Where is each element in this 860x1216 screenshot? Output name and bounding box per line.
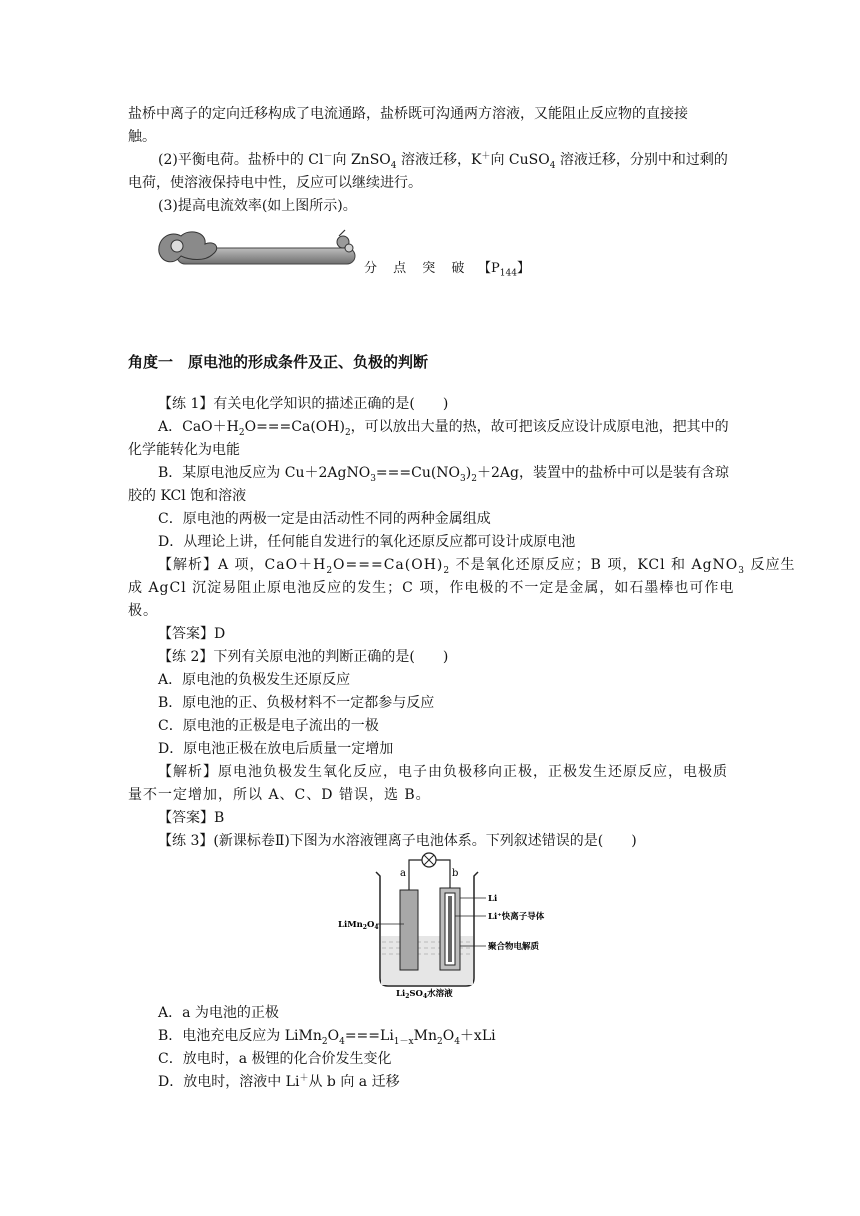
label-solution: $Li_2SO_4$水溶液 <box>396 989 453 998</box>
q2-answer: 【答案】B <box>158 810 225 826</box>
banner-page-ref: 【$P_{144}$】 <box>478 261 530 279</box>
intro-line-1: 盐桥中离子的定向迁移构成了电流通路，盐桥既可沟通两方溶液，又能阻止反应物的直接接 <box>128 106 688 122</box>
intro-point-3: (3)提高电流效率(如上图所示)。 <box>158 198 357 214</box>
section-heading: 角度一 原电池的形成条件及正、负极的判断 <box>128 353 429 371</box>
q2-option-d: D．原电池正极在放电后质量一定增加 <box>158 741 394 757</box>
q2-option-a: A．原电池的负极发生还原反应 <box>158 672 351 688</box>
q3-option-c: C．放电时，a 极锂的化合价发生变化 <box>158 1051 392 1067</box>
banner-title: 分 点 突 破 <box>364 261 471 276</box>
intro-point-2: (2)平衡电荷。盐桥中的 Cl－向 ZnSO$_4$ 溶液迁移，K＋向 CuSO$_4$ 溶液迁移，分别中和过剩的 <box>158 151 728 171</box>
q1-option-b: B．某原电池反应为 $Cu+2AgNO_3===Cu(NO_3)_2+2Ag$，装置中的盐桥中可以是装有含琼 <box>158 465 729 484</box>
q3-option-a: A．a 为电池的正极 <box>158 1005 279 1021</box>
intro-line-2: 触。 <box>128 129 156 145</box>
wire-b <box>436 860 450 888</box>
q1-option-a-cont: 化学能转化为电能 <box>128 442 240 458</box>
label-li: Li <box>488 894 498 904</box>
label-conductor: Li⁺快离子导体 <box>488 912 545 922</box>
q2-stem: 【练 2】下列有关原电池的判断正确的是( ) <box>158 649 449 665</box>
li-metal <box>448 896 452 962</box>
wire-a <box>409 860 422 890</box>
q1-stem: 【练 1】有关电化学知识的描述正确的是( ) <box>158 396 449 412</box>
q2-explanation: 【解析】原电池负极发生氧化反应，电子由负极移向正极，正极发生还原反应，电极质 <box>158 764 728 780</box>
q1-explanation: 【解析】A 项，$CaO+H_2O===Ca(OH)_2$ 不是氧化还原反应；B 项，KCl 和 AgNO$_3$ 反应生 <box>158 557 796 576</box>
q2-explanation-cont: 量不一定增加，所以 A、C、D 错误，选 B。 <box>128 787 431 803</box>
q3-stem: 【练 3】(新课标卷Ⅱ)下图为水溶液锂离子电池体系。下列叙述错误的是( ) <box>158 833 637 849</box>
q3-option-b: B．电池充电反应为 $LiMn_2O_4===Li_{1-x}Mn_2O_4+xLi$ <box>158 1028 496 1047</box>
q1-explanation-cont-1: 成 AgCl 沉淀易阻止原电池反应的发生；C 项，作电极的不一定是金属，如石墨棒也可作电 <box>128 580 735 596</box>
label-polymer: 聚合物电解质 <box>488 942 540 952</box>
q1-explanation-cont-2: 极。 <box>128 603 158 619</box>
battery-diagram <box>336 846 566 998</box>
label-limn2o4: $LiMn_2O_4$ <box>338 920 379 931</box>
q1-option-c: C．原电池的两极一定是由活动性不同的两种金属组成 <box>158 511 491 527</box>
q1-answer: 【答案】D <box>158 626 226 642</box>
label-a: a <box>400 868 406 879</box>
label-b: b <box>452 868 459 879</box>
section-banner-graphic <box>155 226 360 270</box>
intro-point-2-cont: 电荷，使溶液保持电中性，反应可以继续进行。 <box>128 175 422 191</box>
q1-option-a: A．$CaO+H_2O===Ca(OH)_2$，可以放出大量的热，故可把该反应设计成原电池，把其中的 <box>158 419 729 438</box>
q1-option-d: D．从理论上讲，任何能自发进行的氧化还原反应都可设计成原电池 <box>158 534 576 550</box>
q3-option-d: D．放电时，溶液中 Li＋从 b 向 a 迁移 <box>158 1073 400 1090</box>
q2-option-c: C．原电池的正极是电子流出的一极 <box>158 718 379 734</box>
q1-option-b-cont: 胶的 KCl 饱和溶液 <box>128 488 247 504</box>
q2-option-b: B．原电池的正、负极材料不一定都参与反应 <box>158 695 435 711</box>
electrode-a <box>400 890 418 970</box>
